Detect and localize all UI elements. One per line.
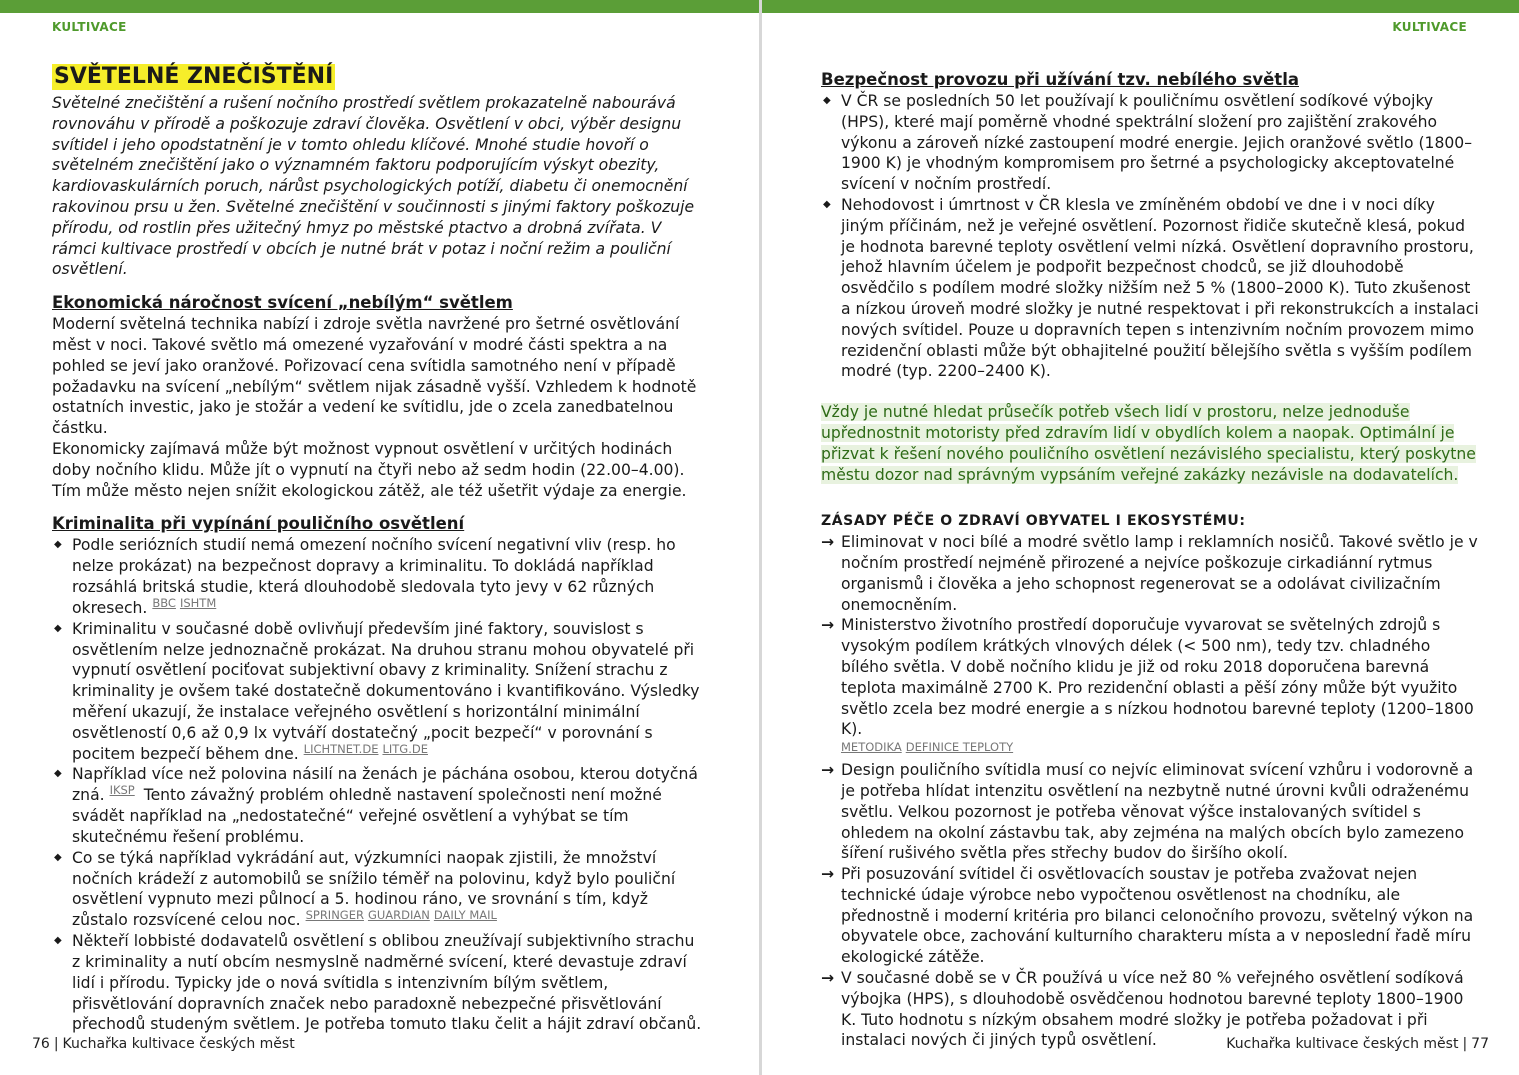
- list-item: ◆ Někteří lobbisté dodavatelů osvětlení s oblibou zneužívají subjektivního strachu z kriminality a nutí obcím nesmyslně nadměrné svícení, které devastuje zdraví lidí i přírodu. Typicky jde o nová svítidla s intenzivním bílým světlem, přisvětlování dopravních značek nebo paradoxně nebezpečné přisvětlování přechodů studeným světlem. Je potřeba tomuto tlaku čelit a hájit zdraví občanů.: [52, 931, 707, 1035]
- econ-paragraph-2: Ekonomicky zajímavá může být možnost vypnout osvětlení v určitých hodinách doby nočního klidu. Může jít o vypnutí na čtyři nebo až sedm hodin (22.00–4.00). Tím může město nejen snížit ekologickou zátěž, ale též ušetřit výdaje za energie.: [52, 439, 687, 500]
- page-title: SVĚTELNÉ ZNEČIŠTĚNÍ: [54, 64, 334, 89]
- list-item: ◆ V ČR se posledních 50 let používají k pouličnímu osvětlení sodíkové výbojky (HPS), které mají poměrně vhodné spektrální složení pro zajištění zrakového výkonu a zároveň nízké zastoupení modré energie. Jejich oranžové světlo (1800–1900 K) je vhodným kompromisem pro šetrné a psychologicky akceptovatelné svícení v nočním prostředí.: [821, 91, 1481, 195]
- list-item: ◆ Nehodovost i úmrtnost v ČR klesla ve zmíněném období ve dne i v noci díky jiným příčinám, než je veřejné osvětlení. Pozornost řidiče skutečně klesá, pokud je hodnota barevné teploty osvětlení velmi nízká. Osvětlení dopravního prostoru, jehož hlavním účelem je podpořit bezpečnost chodců, se již dlouhodobě osvědčilo s podílem modré složky nižším než 5 % (1800–2000 K). Tuto zkušenost a nízkou úroveň modré složky je nutné respektovat i při rekonstrukcích a instalaci nových svítidel. Pouze u dopravních tepen s intenzivním nočním provozem mimo rezidenční oblasti může být obhajitelné použití bělejšího světla s vyšším podílem modré (typ. 2200–2400 K).: [821, 195, 1481, 382]
- book-title: Kuchařka kultivace českých měst: [62, 1036, 295, 1052]
- page-footer: Kuchařka kultivace českých měst | 77: [1226, 1036, 1489, 1052]
- list-item: → Ministerstvo životního prostředí doporučuje vyvarovat se světelných zdrojů s vysokým podílem krátkých vlnových délek (< 500 nm), tedy tzv. chladného bílého světla. V době nočního klidu je již od roku 2018 doporučena barevná teplota maximálně 2700 K. Pro rezidenční oblasti a pěší zóny může být využito světlo zcela bez modré energie a s nízkou hodnotou barevné teploty (1200–1800 K). METODIKA DEFINICE TEPLOTY: [821, 615, 1481, 754]
- left-content: [52, 64, 707, 1035]
- list-item: → Při posuzování svítidel či osvětlovacích soustav je potřeba zvažovat nejen technické údaje výrobce nebo vypočtenou osvětlenost na chodníku, ale přednostně i moderní kritéria pro bilanci celonočního provozu, světelný výkon na obyvatele obce, zachování kulturního charakteru místa a v neposlední řadě míru ekologické zátěže.: [821, 864, 1481, 968]
- book-title: Kuchařka kultivace českých měst: [1226, 1036, 1459, 1052]
- ref-link-litg[interactable]: LITG.DE: [382, 741, 428, 756]
- principles-heading: ZÁSADY PÉČE O ZDRAVÍ OBYVATEL I EKOSYSTÉMU:: [821, 513, 1246, 530]
- ref-link-metodika[interactable]: METODIKA: [841, 740, 902, 755]
- source-refs: [841, 740, 1481, 754]
- section-tag: KULTIVACE: [1392, 20, 1467, 34]
- list-item: ◆ Co se týká například vykrádání aut, výzkumníci naopak zjistili, že množství nočních krádeží z automobilů se snížilo téměř na polovinu, když bylo pouliční osvětlení vypnuto mezi půlnocí a 5. hodinou ráno, ve srovnání s tím, když zůstalo rozsvícené celou noc. $^{SPRINGER GUARDIAN DAILY MAIL}$: [52, 848, 707, 931]
- ref-link-iksp[interactable]: IKSP: [109, 783, 135, 798]
- top-accent-bar: [0, 0, 760, 13]
- page-number: 76: [32, 1036, 50, 1052]
- page-footer: 76 | Kuchařka kultivace českých měst: [32, 1036, 295, 1052]
- source-refs: [306, 908, 501, 922]
- crime-heading: Kriminalita při vypínání pouličního osvětlení: [52, 514, 465, 534]
- list-item: → V současné době se v ČR používá u více než 80 % veřejného osvětlení sodíková výbojka (HPS), s dlouhodobě osvědčenou hodnotou barevné teploty 1800–1900 K. Tuto hodnotu s nízkým obsahem modré složky je potřeba požadovat i při instalaci nových či jiných typů osvětlení.: [821, 968, 1481, 1051]
- top-accent-bar: [762, 0, 1519, 13]
- list-item: → Design pouličního svítidla musí co nejvíc eliminovat svícení vzhůru i vodorovně a je potřeba hlídat intenzitu osvětlení na nezbytně nutné úrovni kvůli odraženému světlu. Velkou pozornost je potřeba věnovat výšce instalovaných svítidel s ohledem na okolní zástavbu tak, aby zejména na malých obcích bylo zamezeno šíření rušivého světla přes střechy budov do širšího okolí.: [821, 760, 1481, 864]
- crime-list: [52, 535, 707, 1035]
- section-tag: KULTIVACE: [52, 20, 127, 34]
- list-item: ◆ Podle seriózních studií nemá omezení nočního svícení negativní vliv (resp. ho nelze prokázat) na bezpečnost dopravy a kriminalitu. To dokládá například rozsáhlá britská studie, která dlouhodobě sledovala tyto jevy v 62 různých okresech. $^{BBC ISHTM}$: [52, 535, 707, 618]
- right-content: [821, 69, 1481, 1051]
- ref-link-ishtm[interactable]: ISHTM: [179, 595, 217, 610]
- right-page: [762, 0, 1519, 1075]
- list-item: ◆ Kriminalitu v současné době ovlivňují především jiné faktory, souvislost s osvětlením nelze jednoznačně prokázat. Na druhou stranu mohou obyvatelé při vypnutí osvětlení pociťovat subjektivní obavy z kriminality. Snížení strachu z kriminality je ovšem také dostatečně dokumentováno i kvantifikováno. Výsledky měření ukazují, že instalace veřejného osvětlení s horizontální minimální osvětleností 0,6 až 0,9 lx vytváří dostatečný „pocit bezpečí“ v porovnání s pocitem bezpečí během dne. $^{LICHTNET.DE LITG.DE}$: [52, 619, 707, 765]
- ref-link-daily-mail[interactable]: DAILY MAIL: [433, 908, 497, 923]
- page-number: 77: [1471, 1036, 1489, 1052]
- ref-link-lichtnet[interactable]: LICHTNET.DE: [303, 741, 379, 756]
- source-refs: [152, 596, 220, 610]
- ref-link-definice-teploty[interactable]: DEFINICE TEPLOTY: [905, 740, 1014, 755]
- ref-link-bbc[interactable]: BBC: [152, 595, 176, 610]
- source-refs: [110, 783, 139, 797]
- intro-paragraph: Světelné znečištění a rušení nočního prostředí světlem prokazatelně nabourává rovnováhu v přírodě a poškozuje zdraví člověka. Osvětlení v obci, výběr designu svítidel i jeho opodstatnění je v tomto ohledu klíčové. Mnohé studie hovoří o světelném znečištění jako o významném faktoru podporujícím výskyt obezity, kardiovaskulárních poruch, nárůst psychologických potíží, diabetu či onemocnění rakovinou prsu u žen. Světelné znečištění v součinnosti s jinými faktory poškozuje přírodu, od rostlin přes užitečný hmyz po městské ptactvo a drobná zvířata. V rámci kultivace prostředí v obcích je nutné brát v potaz i noční režim a pouliční osvětlení.: [52, 94, 695, 279]
- econ-heading: Ekonomická náročnost svícení „nebílým“ světlem: [52, 293, 513, 313]
- ref-link-springer[interactable]: SPRINGER: [305, 908, 364, 923]
- highlight-callout: Vždy je nutné hledat průsečík potřeb všech lidí v prostoru, nelze jednoduše upřednostnit motoristy před zdravím lidí v obydlích kolem a naopak. Optimální je přizvat k řešení nového pouličního osvětlení nezávislého specialistu, který poskytne městu dozor nad správným vypsáním veřejné zakázky nezávisle na dodavatelích.: [821, 403, 1476, 484]
- ref-link-guardian[interactable]: GUARDIAN: [367, 908, 430, 923]
- list-item: → Eliminovat v noci bílé a modré světlo lamp i reklamních nosičů. Takové světlo je v nočním prostředí nejméně přirozené a nejvíce poškozuje cirkadiánní rytmus organismů i člověka a jeho schopnost regenerovat se a odolávat civilizačním onemocněním.: [821, 532, 1481, 615]
- safety-heading: Bezpečnost provozu při užívání tzv. nebílého světla: [821, 70, 1299, 89]
- principles-list: [821, 532, 1481, 1051]
- econ-paragraph-1: Moderní světelná technika nabízí i zdroje světla navržené pro šetrné osvětlování měst v noci. Takové světlo má omezené vyzařování v modré části spektra a na pohled se jeví jako oranžové. Pořizovací cena svítidla samotného není v případě požadavku na svícení „nebílým“ světlem nijak zásadně vyšší. Vzhledem k hodnotě ostatních investic, jako je stožár a vedení ke svítidlu, jde o zcela zanedbatelnou částku.: [52, 315, 697, 438]
- list-item: ◆ Například více než polovina násilí na ženách je páchána osobou, kterou dotyčná zná. $^{IKSP}$ Tento závažný problém ohledně nastavení společnosti není možné svádět například na „nedostatečné“ veřejné osvětlení a vyhýbat se tím skutečnému řešení problému.: [52, 764, 707, 847]
- source-refs: [304, 742, 432, 756]
- safety-list: [821, 91, 1481, 382]
